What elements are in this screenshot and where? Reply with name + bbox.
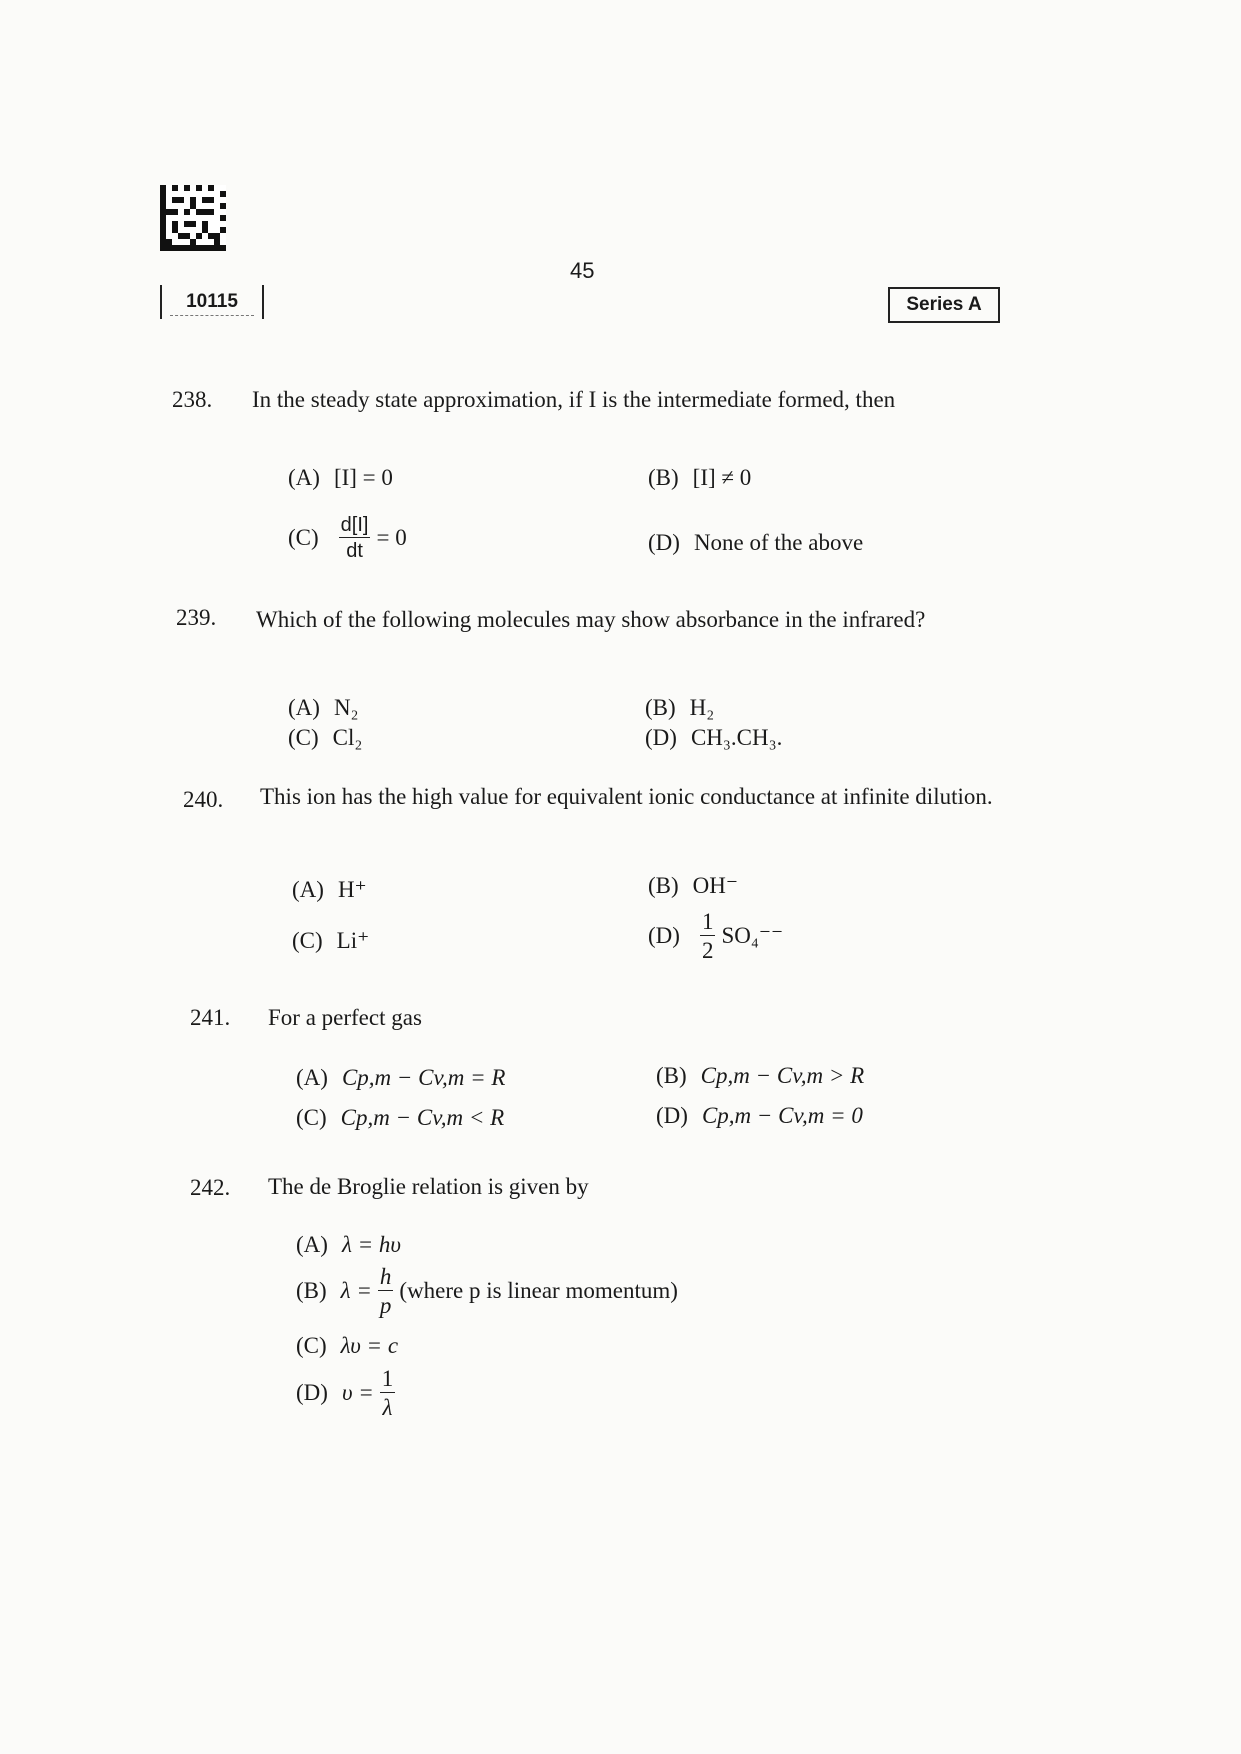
option[interactable] [645,725,782,751]
option-text: Cp,m − Cv,m = R [341,1065,506,1090]
option-text: [I] = 0 [333,465,393,490]
paper-code: 10115 [160,285,264,319]
option[interactable] [645,695,714,721]
option-label: (D) [296,1380,328,1405]
question-text: This ion has the high value for equivalent ionic conductance at infinite dilution. [260,784,993,809]
option[interactable] [296,1367,401,1419]
option-text: H⁺ [337,877,367,902]
option-text: CH₃.CH₃. [690,725,783,750]
option[interactable] [296,1333,398,1359]
option-text: SO₄⁻⁻ [721,923,784,948]
option[interactable] [656,1103,863,1129]
fraction-denominator: p [379,1293,392,1318]
fraction-numerator: 1 [381,1366,394,1391]
option[interactable] [296,1065,505,1091]
fraction-numerator: 1 [701,909,714,934]
fraction-numerator: d[I] [340,514,369,536]
option-label: (C) [292,928,323,953]
half-fraction [700,910,716,962]
option-prefix: υ = [341,1380,374,1405]
option-label: (B) [648,873,679,898]
derivative-fraction [339,515,371,561]
option-label: (A) [292,877,324,902]
option[interactable] [288,695,359,721]
option-text: λ = hυ [341,1232,401,1257]
option-label: (B) [648,465,679,490]
fraction-denominator: dt [346,540,363,562]
question-number: 238. [172,387,213,412]
option-text: [I] ≠ 0 [692,465,752,490]
option-text: = 0 [376,525,407,550]
one-over-lambda-fraction [380,1367,396,1419]
question-text: Which of the following molecules may show absorbance in the infrared? [256,607,926,632]
option[interactable] [648,910,783,962]
option-label: (B) [656,1063,687,1088]
option-label: (A) [288,695,320,720]
fraction-denominator: 2 [701,938,714,963]
option[interactable] [292,877,367,903]
option[interactable] [656,1063,864,1089]
option[interactable] [288,465,393,491]
option-label: (D) [645,725,677,750]
option[interactable] [296,1265,678,1317]
option-text: OH⁻ [692,873,739,898]
question-number: 240. [183,787,224,812]
h-over-p-fraction [378,1265,394,1317]
fraction-numerator: h [379,1264,392,1289]
option-label: (D) [648,923,680,948]
page-number: 45 [570,258,595,283]
qr-code [160,185,226,251]
option-text: λυ = c [340,1333,399,1358]
option[interactable] [648,873,738,899]
option-text: N₂ [333,695,359,720]
option-label: (B) [296,1278,327,1303]
option-text: Cl₂ [332,725,363,750]
question-number: 242. [190,1175,231,1200]
option[interactable] [296,1232,401,1258]
option-label: (D) [656,1103,688,1128]
option-text: Cp,m − Cv,m = 0 [701,1103,863,1128]
option-label: (D) [648,530,680,555]
option[interactable] [296,1105,504,1131]
option[interactable] [288,725,362,751]
option-label: (B) [645,695,676,720]
option-prefix: λ = [340,1278,372,1303]
option-text: Li⁺ [336,928,370,953]
option-text: Cp,m − Cv,m > R [700,1063,865,1088]
option-text: None of the above [693,530,864,555]
option-text: Cp,m − Cv,m < R [340,1105,505,1130]
option-label: (C) [296,1333,327,1358]
question-number: 241. [190,1005,231,1030]
question-text: For a perfect gas [268,1005,422,1030]
option-label: (A) [296,1232,328,1257]
question-text: In the steady state approximation, if I is the intermediate formed, then [252,387,896,412]
option-text: H₂ [689,695,715,720]
option-label: (C) [296,1105,327,1130]
fraction-denominator: λ [382,1395,393,1420]
option-label: (C) [288,525,319,550]
option[interactable] [288,515,407,561]
option-label: (A) [288,465,320,490]
option-label: (C) [288,725,319,750]
option-label: (A) [296,1065,328,1090]
question-text: The de Broglie relation is given by [268,1174,589,1199]
option[interactable] [292,928,369,954]
option[interactable] [648,530,863,556]
option[interactable] [648,465,751,491]
series-label: Series A [888,287,1000,323]
question-number: 239. [176,605,217,630]
option-text: (where p is linear momentum) [399,1278,678,1303]
